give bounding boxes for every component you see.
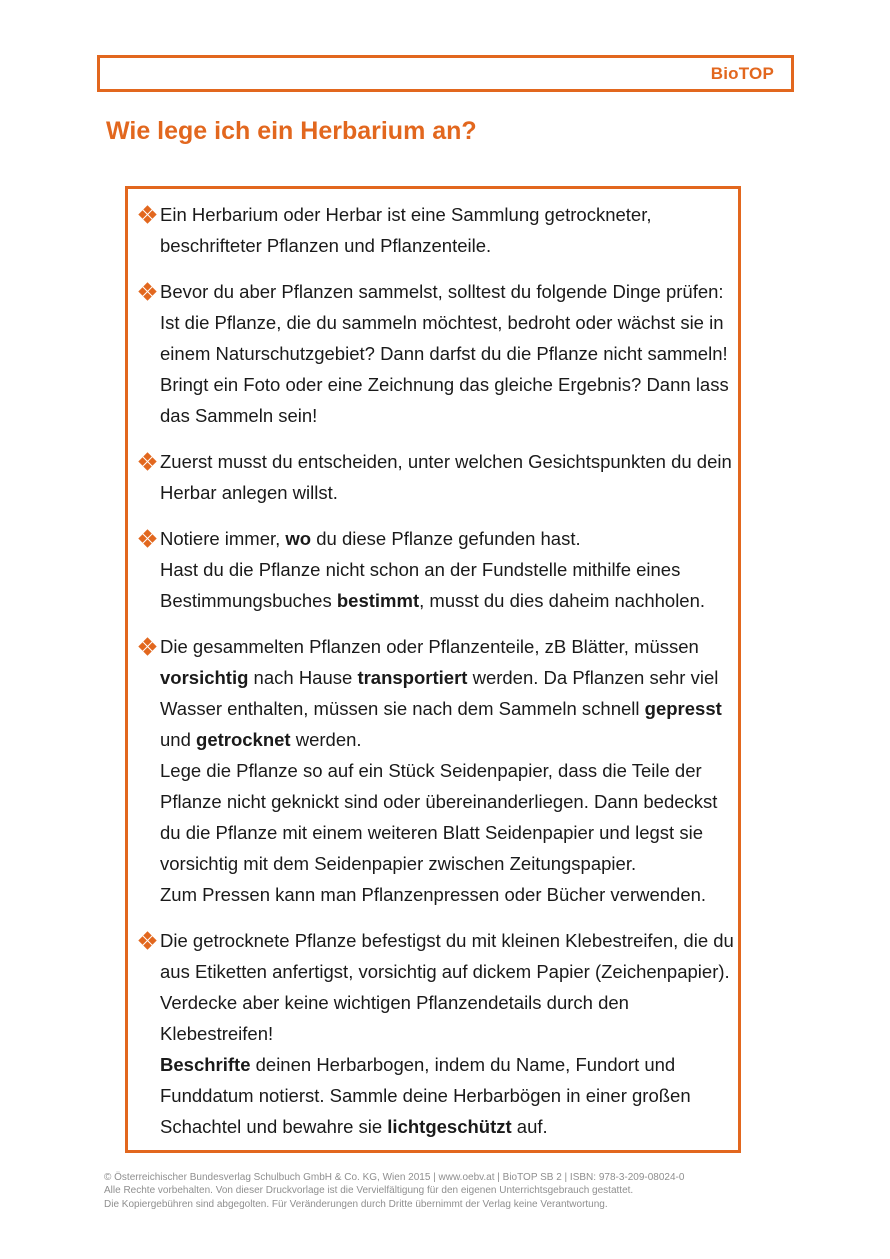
diamond-bullet-icon bbox=[138, 205, 156, 223]
diamond-bullet-icon bbox=[138, 282, 156, 300]
bullet-item bbox=[141, 276, 729, 431]
bullet-item bbox=[141, 631, 726, 910]
bullet-text: Notiere immer, wo du diese Pflanze gefunden hast. Hast du die Pflanze nicht schon an der Fundstelle mithilfe eines Bestimmungsbuches bestimmt, musst du dies daheim nachholen. bbox=[160, 528, 706, 611]
footer-copyright bbox=[104, 1171, 744, 1211]
content-box bbox=[125, 186, 741, 1153]
bullet-text: Ein Herbarium oder Herbar ist eine Sammlung getrockneter, beschrifteter Pflanzen und Pflanzenteile. bbox=[160, 204, 652, 256]
diamond-bullet-icon bbox=[138, 931, 156, 949]
bullet-item bbox=[141, 523, 726, 616]
footer-line: © Österreichischer Bundesverlag Schulbuch GmbH & Co. KG, Wien 2015 | www.oebv.at | BioTOP SB 2 | ISBN: 978-3-209-08024-0 bbox=[104, 1172, 685, 1183]
bullet-text: Zuerst musst du entscheiden, unter welchen Gesichtspunkten du dein Herbar anlegen willst. bbox=[160, 451, 732, 503]
bullet-text: Die gesammelten Pflanzen oder Pflanzenteile, zB Blätter, müssen vorsichtig nach Hause transportiert werden. Da Pflanzen sehr viel Wasser enthalten, müssen sie nach dem Sammeln schnell gepresst und getrocknet werden. Lege die Pflanze so auf ein Stück Seidenpapier, dass die Teile der Pflanze nicht geknickt sind oder übereinanderliegen. Dann bedeckst du die Pflanze mit einem weiteren Blatt Seidenpapier und legst sie vorsichtig mit dem Seidenpapier zwischen Zeitungspapier. Zum Pressen kann man Pflanzenpressen oder Bücher verwenden. bbox=[160, 636, 722, 905]
bullet-item bbox=[141, 199, 726, 261]
diamond-bullet-icon bbox=[138, 529, 156, 547]
bullet-item bbox=[141, 925, 734, 1142]
page-title: Wie lege ich ein Herbarium an? bbox=[106, 117, 477, 145]
bullet-item bbox=[141, 446, 732, 508]
bullet-list bbox=[128, 189, 738, 1142]
bullet-text: Die getrocknete Pflanze befestigst du mit kleinen Klebestreifen, die du aus Etiketten anfertigst, vorsichtig auf dickem Papier (Zeichenpapier). Verdecke aber keine wichtigen Pflanzendetails durch den Klebestreifen! Beschrifte deinen Herbarbogen, indem du Name, Fundort und Funddatum notierst. Sammle deine Herbarbögen in einer großen Schachtel und bewahre sie lichtgeschützt auf. bbox=[160, 930, 734, 1137]
bullet-text: Bevor du aber Pflanzen sammelst, solltest du folgende Dinge prüfen: Ist die Pflanze, die du sammeln möchtest, bedroht oder wächst sie in einem Naturschutzgebiet? Dann darfst du die Pflanze nicht sammeln! Bringt ein Foto oder eine Zeichnung das gleiche Ergebnis? Dann lass das Sammeln sein! bbox=[160, 281, 729, 426]
brand-logo-text: BioTOP bbox=[710, 63, 774, 83]
footer-line: Alle Rechte vorbehalten. Von dieser Druckvorlage ist die Vervielfältigung für den eigenen Unterrichtsgebrauch gestattet. bbox=[104, 1185, 634, 1197]
diamond-bullet-icon bbox=[138, 452, 156, 470]
header-box bbox=[97, 55, 794, 92]
diamond-bullet-icon bbox=[138, 637, 156, 655]
footer-line: Die Kopiergebühren sind abgegolten. Für Veränderungen durch Dritte übernimmt der Verlag keine Verantwortung. bbox=[104, 1198, 608, 1210]
